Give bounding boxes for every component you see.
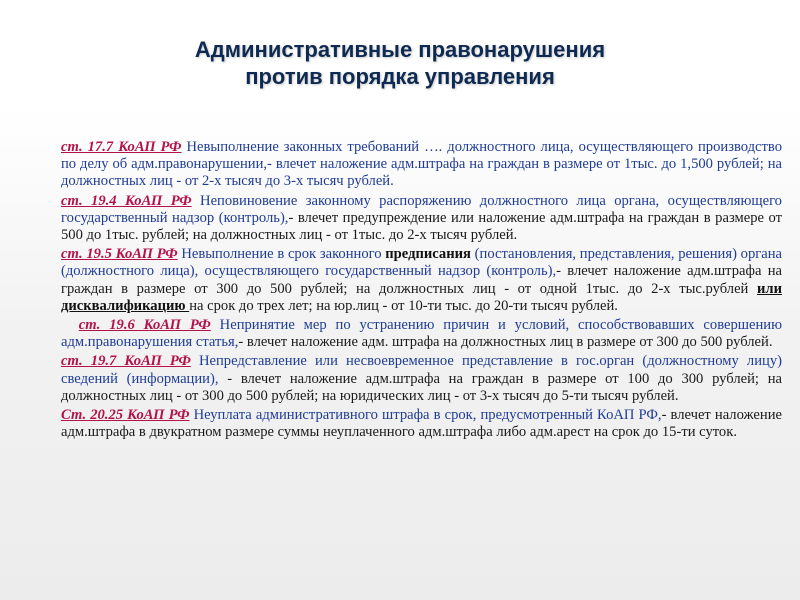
article-text: Невыполнение законных требований …. должностного лица, осуществляющего производство по делу об адм.правонарушении,- влечет наложение адм.штрафа на граждан в размере от 1тыс. до 1,500 рублей; на должностных лиц - от 2-х тысяч до 3-х тысяч рублей.	[61, 139, 783, 190]
offense-description: Неповиновение законному распоряжению должностного лица органа, осуществляющего государственный надзор (контроль),	[61, 192, 782, 226]
articles-list	[61, 139, 782, 443]
offense-description: Неуплата административного штрафа в срок, предусмотренный КоАП РФ,	[189, 407, 662, 424]
article-ref: ст. 19.4 КоАП РФ	[61, 192, 192, 209]
article-17-7	[61, 139, 782, 191]
article-19-6	[61, 317, 782, 351]
penalty-text: - влечет наложение адм.штрафа на граждан в размере от 300 до 500 рублей; на должностных лиц - от одной 1тыс. до 2-х тыс.рублей	[61, 263, 782, 297]
article-ref: ст. 17.7 КоАП РФ	[61, 139, 182, 155]
title-line-2: против порядка управления	[245, 64, 555, 89]
article-19-5	[61, 246, 782, 315]
offense-description: Непринятие мер по устранению причин и условий, способствовавших совершению адм.правонарушения статья,	[61, 317, 783, 351]
article-19-4	[61, 193, 782, 245]
penalty-text-cont: на срок до трех лет; на юр.лиц - от 10-ти тыс. до 20-ти тысяч рублей.	[189, 297, 618, 314]
article-ref: ст. 19.6 КоАП РФ	[78, 317, 211, 334]
offense-description: Невыполнение в срок законного	[177, 246, 386, 263]
offense-description-cont: (постановления, представления, решения) органа (должностного лица), осуществляющего государственный надзор (контроль),	[61, 246, 782, 280]
article-ref: Ст. 20.25 КоАП РФ	[61, 407, 190, 424]
article-ref: ст. 19.5 КоАП РФ	[61, 246, 178, 263]
penalty-text: - влечет наложение адм. штрафа на должностных лиц в размере от 300 до 500 рублей.	[238, 334, 773, 351]
page-title	[0, 36, 800, 90]
penalty-text: - влечет наложение адм.штрафа в двукратном размере суммы неуплаченного адм.штрафа либо адм.арест на срок до 15-ти суток.	[61, 407, 782, 441]
offense-description: Непредставление или несвоевременное представление в гос.орган (должностному лицу) сведений (информации),	[61, 353, 782, 387]
penalty-text: - влечет наложение адм.штрафа на граждан в размере от 100 до 300 рублей; на должностных лиц - от 300 до 500 рублей; на юридических лиц - от 3-х тысяч до 5-ти тысяч рублей.	[61, 370, 782, 404]
article-19-7	[61, 353, 782, 405]
article-20-25	[61, 407, 782, 441]
disqualification-text: или дисквалификацию	[61, 280, 782, 314]
article-ref: ст. 19.7 КоАП РФ	[61, 353, 191, 370]
emphasis-word: предписания	[385, 246, 471, 263]
penalty-text: - влечет предупреждение или наложение адм.штрафа на граждан в размере от 500 до 1тыс. рублей; на должностных лиц - от 1тыс. до 2-х тысяч рублей.	[61, 209, 782, 244]
title-line-1: Административные правонарушения	[194, 37, 606, 62]
